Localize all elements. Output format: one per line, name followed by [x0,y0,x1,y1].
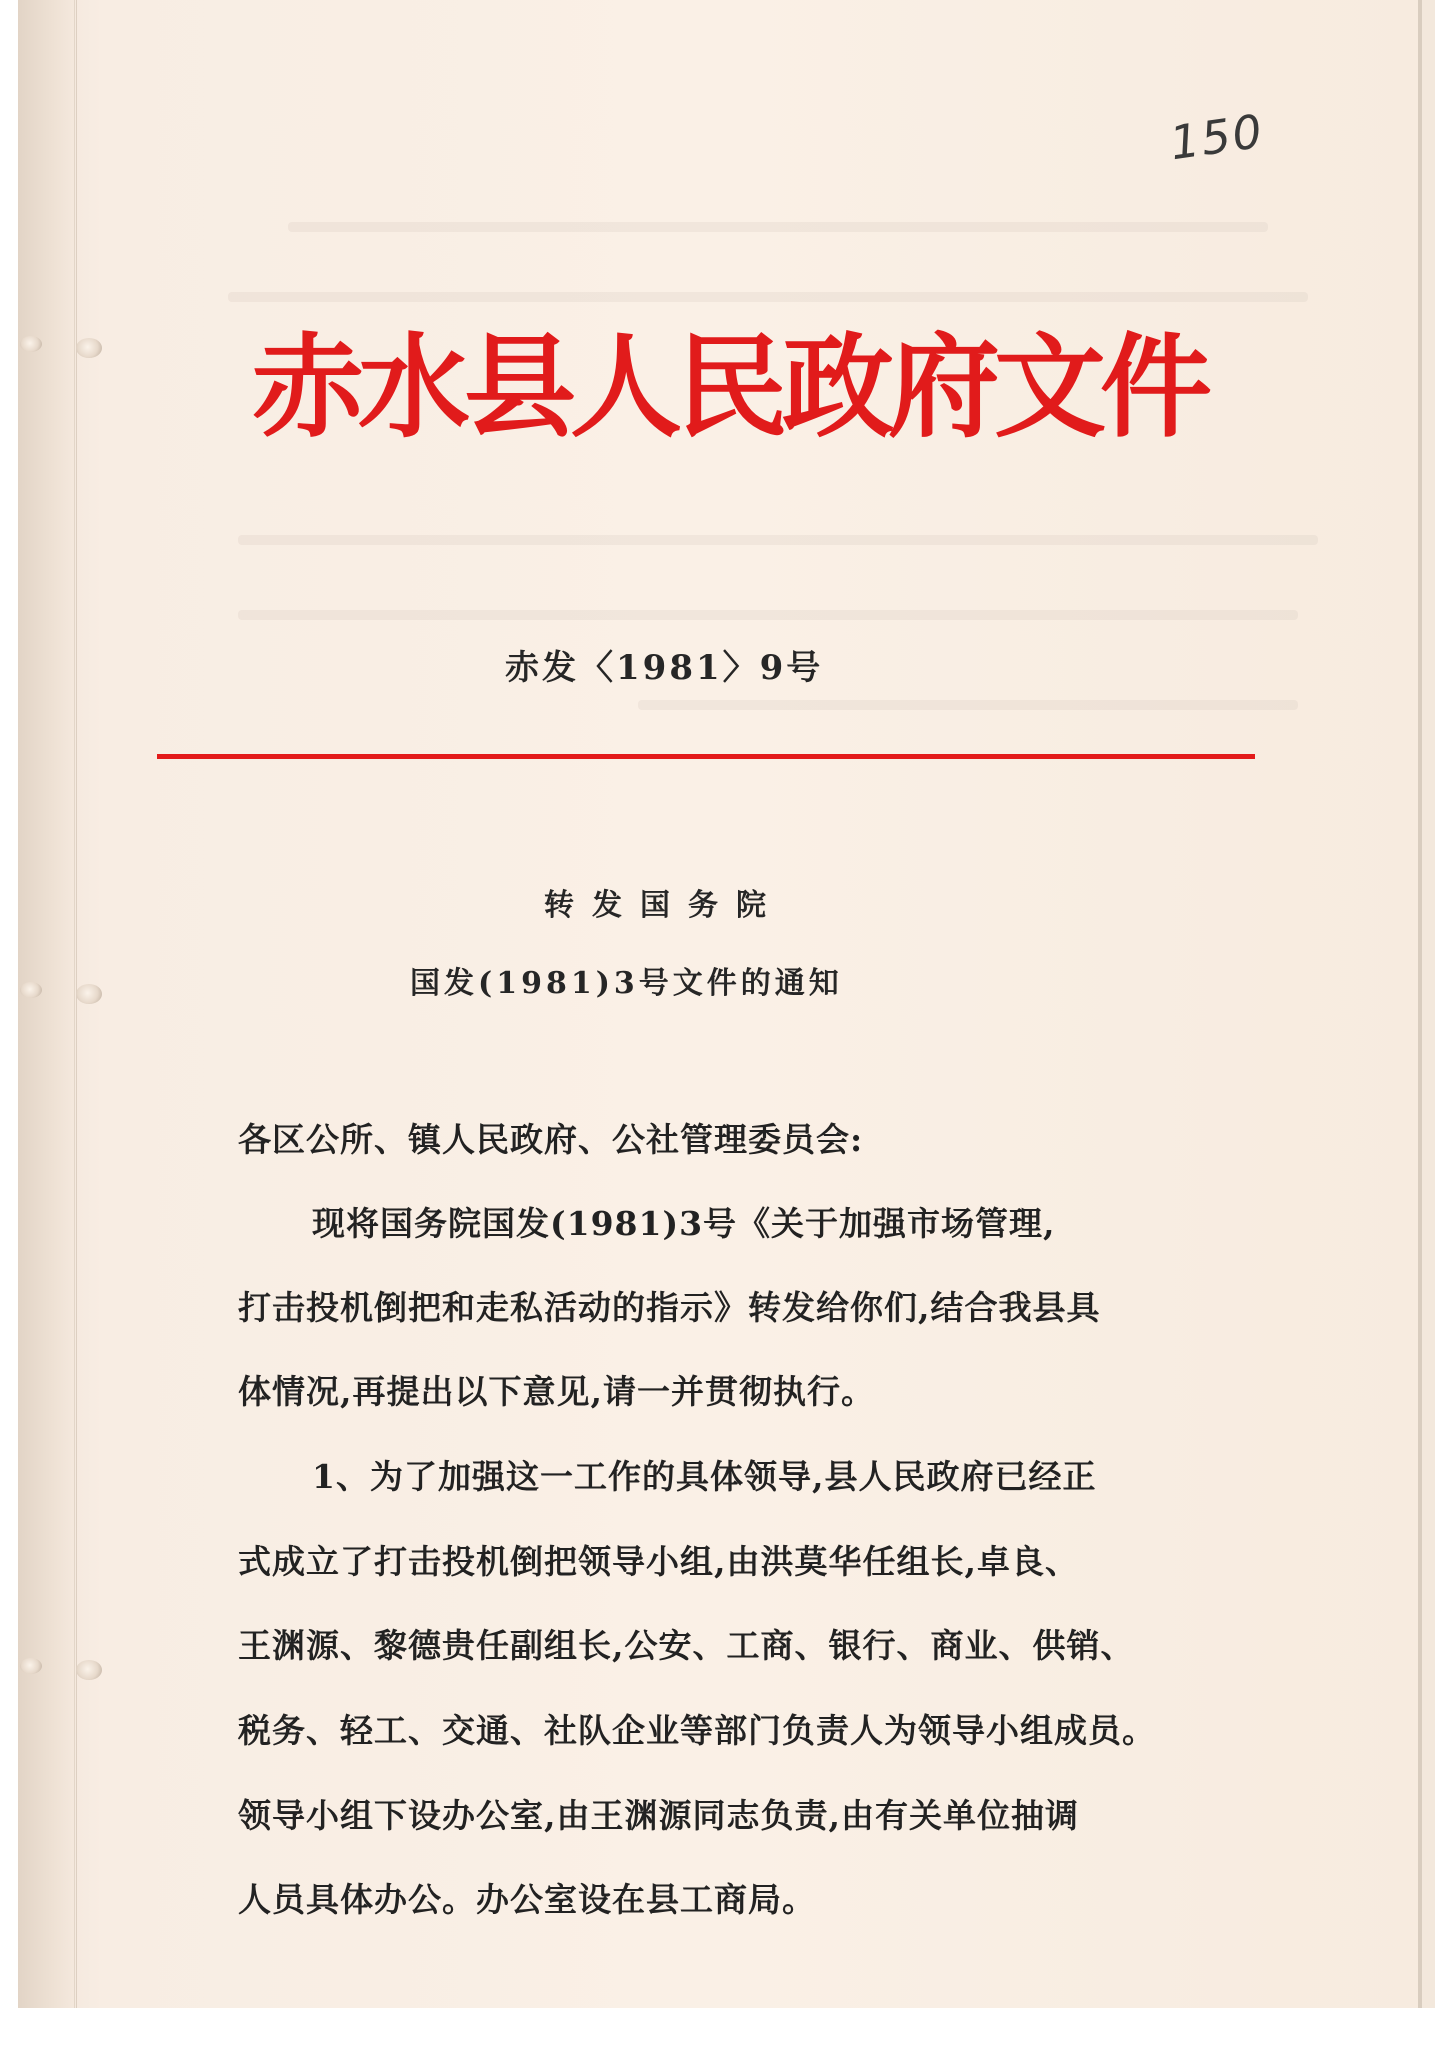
binding-margin [18,0,77,2008]
bleed-through [238,610,1298,620]
binding-hole [20,1658,42,1674]
body-line: 打击投机倒把和走私活动的指示》转发给你们,结合我县具 [238,1288,1101,1327]
body-line: 领导小组下设办公室,由王渊源同志负责,由有关单位抽调 [238,1796,1079,1835]
notice-title-line-2: 国发(1981)3号文件的通知 [410,966,843,1001]
bleed-through [238,535,1318,545]
document-number: 赤发〈1981〉9号 [505,648,824,688]
body-line: 王渊源、黎德贵任副组长,公安、工商、银行、商业、供销、 [238,1626,1135,1665]
body-line: 税务、轻工、交通、社队企业等部门负责人为领导小组成员。 [238,1711,1156,1750]
binding-hole [76,984,102,1004]
body-line: 式成立了打击投机倒把领导小组,由洪莫华任组长,卓良、 [238,1542,1079,1581]
bleed-through [228,292,1308,302]
salutation: 各区公所、镇人民政府、公社管理委员会: [238,1120,864,1159]
notice-title-line-1: 转发国务院 [544,888,784,923]
binding-hole [76,1660,102,1680]
masthead-title: 赤水县人民政府文件 [252,322,1206,453]
red-divider-line [157,754,1255,759]
fold-line [74,0,75,2008]
binding-hole [76,338,102,358]
body-line: 人员具体办公。办公室设在县工商局。 [238,1880,816,1919]
folio-number: 150 [1166,103,1268,171]
binding-hole [20,982,42,998]
body-line: 1、为了加强这一工作的具体领导,县人民政府已经正 [312,1457,1097,1496]
binding-hole [20,336,42,352]
bleed-through [288,222,1268,232]
bleed-through [638,700,1298,710]
body-line: 现将国务院国发(1981)3号《关于加强市场管理, [312,1204,1056,1243]
page-edge-strip [1422,0,1435,2008]
body-line: 体情况,再提出以下意见,请一并贯彻执行。 [238,1372,875,1411]
